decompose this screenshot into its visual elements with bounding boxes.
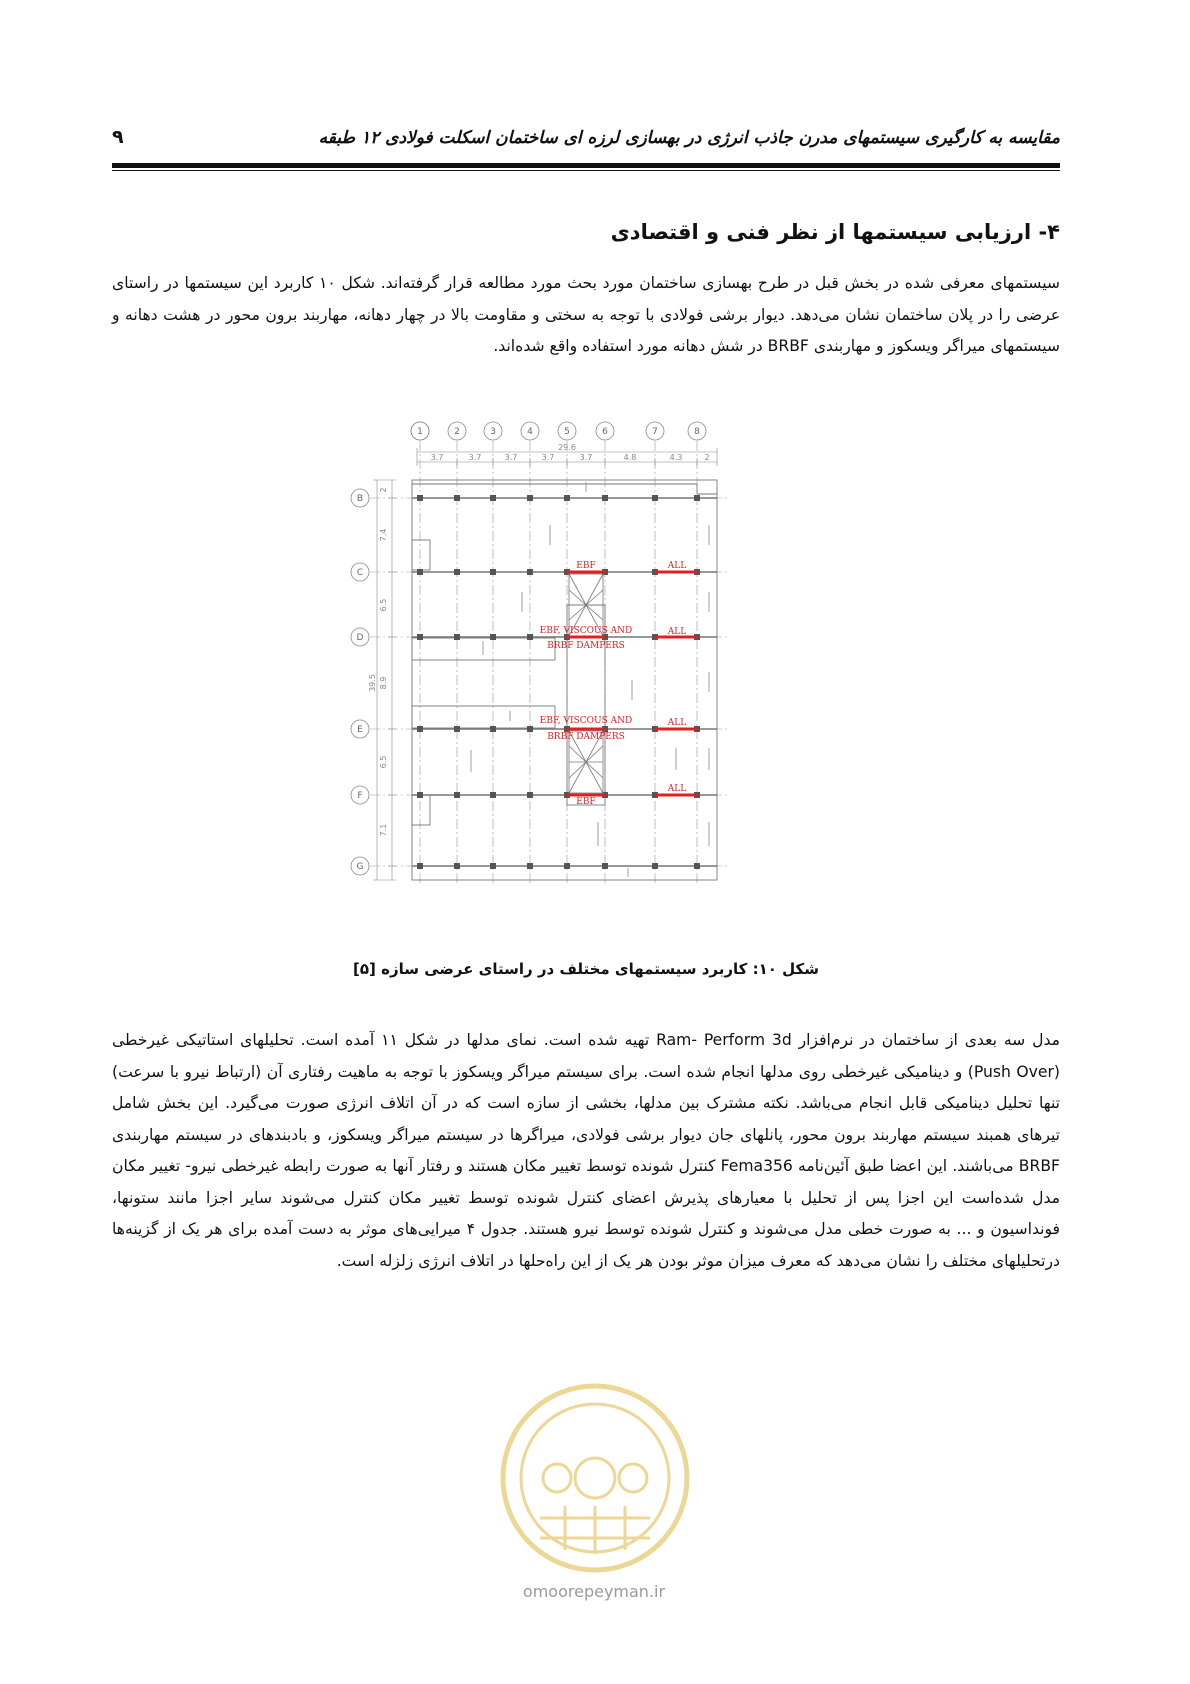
total-width-label: 29.6 — [558, 443, 576, 452]
figure-caption: شکل ۱۰: کاربرد سیستمهای مختلف در راستای عرضی سازه [۵] — [353, 960, 819, 978]
row-label-d: D — [356, 633, 364, 643]
label-ebf-viscous-e2: BRBF DAMPERS — [547, 732, 625, 742]
bay-height-3: 6.5 — [379, 598, 388, 612]
page-number: ۹ — [112, 126, 124, 148]
row-label-b: B — [356, 494, 364, 504]
label-all-d: ALL — [667, 627, 687, 637]
col-label-2: 2 — [454, 427, 460, 437]
header-rule-thick — [112, 163, 1060, 168]
bay-height-6: 7.1 — [379, 823, 388, 837]
bay-height-5: 6.5 — [379, 755, 388, 769]
col-label-8: 8 — [694, 427, 700, 437]
header-rule-thin — [112, 170, 1060, 171]
bay-height-1: 2 — [379, 487, 388, 493]
paragraph-2: مدل سه بعدی از ساختمان در نرم‌افزار Ram- Perform 3d تهیه شده است. نمای مدلها در شکل ۱۱ آمده است. تحلیلهای استاتیکی غیرخطی (Push Over) و دینامیکی غیرخطی روی مدلها انجام شده است. برای سیستم میراگر ویسکوز با توجه به ماهیت رفتاری آن (ارتباط نیرو با سرعت) تنها تحلیل دینامیکی قابل انجام می‌باشد. نکته مشترک بین مدلها، بخشی از سازه است که در آن اتلاف انرژی صورت می‌گیرد. این بخش شامل تیرهای همبند سیستم مهاربند برون محور، پانلهای جان دیوار برشی فولادی، میراگرها در سیستم میراگر ویسکوز، و بادبندهای در سیستم مهاربندی BRBF می‌باشند. این اعضا طبق آئین‌نامه Fema356 کنترل شونده توسط تغییر مکان هستند و رفتار آنها به صورت رابطه غیرخطی نیرو- تغییر مکان مدل شده‌است این اجزا پس از تحلیل با معیارهای پذیرش اعضای کنترل شونده توسط تغییر مکان کنترل می‌شوند سایر اجزا مانند ستونها، فونداسیون و ... به صورت خطی مدل می‌شوند و کنترل شونده توسط نیرو هستند. جدول ۴ میرایی‌های موثر به دست آمده برای هر یک از گزینه‌ها درتحلیلهای مختلف را نشان می‌دهد که معرف میزان موثر بودن هر یک از این راه‌حلها در اتلاف انرژی زلزله است. — [112, 1031, 1060, 1270]
section-heading: ۴- ارزیابی سیستمها از نظر فنی و اقتصادی — [610, 220, 1060, 244]
label-ebf-viscous-d1: EBF, VISCOUS AND — [539, 626, 633, 636]
label-ebf-viscous-e1: EBF, VISCOUS AND — [539, 716, 633, 726]
bay-width-8: 2 — [704, 453, 710, 462]
col-label-3: 3 — [490, 427, 496, 437]
bay-width-4: 3.7 — [541, 453, 555, 462]
bay-width-7: 4.3 — [669, 453, 683, 462]
bay-height-4: 8.9 — [379, 676, 388, 690]
ebf-bracing-boxes — [569, 574, 603, 793]
page-header — [112, 118, 1060, 170]
label-all-f: ALL — [667, 784, 687, 794]
row-label-e: E — [357, 725, 363, 735]
total-height-label: 39.5 — [368, 674, 377, 692]
watermark-text: omoorepeyman.ir — [522, 1582, 666, 1601]
label-all-c: ALL — [667, 561, 687, 571]
structural-plan-figure — [356, 427, 788, 945]
bay-height-2: 7.4 — [379, 528, 388, 542]
bay-width-1: 3.7 — [430, 453, 444, 462]
running-title: مقایسه به کارگیری سیستمهای مدرن جاذب انرژی در بهسازی لرزه ای ساختمان اسکلت فولادی ۱۲ طبقه — [318, 128, 1060, 148]
label-all-e: ALL — [667, 718, 687, 728]
plan-drawing — [356, 427, 788, 945]
col-label-5: 5 — [564, 427, 570, 437]
col-label-6: 6 — [602, 427, 608, 437]
bay-width-3: 3.7 — [504, 453, 518, 462]
watermark-logo — [495, 1378, 695, 1578]
bay-width-6: 4.8 — [623, 453, 637, 462]
bay-width-5: 3.7 — [579, 453, 593, 462]
col-label-4: 4 — [527, 427, 533, 437]
row-label-f: F — [357, 791, 363, 801]
label-ebf-c: EBF — [576, 561, 596, 571]
row-label-g: G — [356, 862, 364, 872]
label-ebf-viscous-d2: BRBF DAMPERS — [547, 641, 625, 651]
col-label-1: 1 — [417, 427, 423, 437]
row-label-c: C — [356, 568, 364, 578]
col-label-7: 7 — [652, 427, 658, 437]
label-ebf-f: EBF — [576, 797, 596, 807]
paragraph-1: سیستمهای معرفی شده در بخش قبل در طرح بهسازی ساختمان مورد بحث مورد مطالعه قرار گرفته‌اند. شکل ۱۰ کاربرد این سیستمها در راستای عرضی را در پلان ساختمان نشان می‌دهد. دیوار برشی فولادی با توجه به سختی و مقاومت بالا در چهار دهانه، مهاربند برون محور در هشت دهانه و سیستمهای میراگر ویسکوز و مهاربندی BRBF در شش دهانه مورد استفاده واقع شده‌اند. — [112, 274, 1060, 355]
bay-width-2: 3.7 — [468, 453, 482, 462]
